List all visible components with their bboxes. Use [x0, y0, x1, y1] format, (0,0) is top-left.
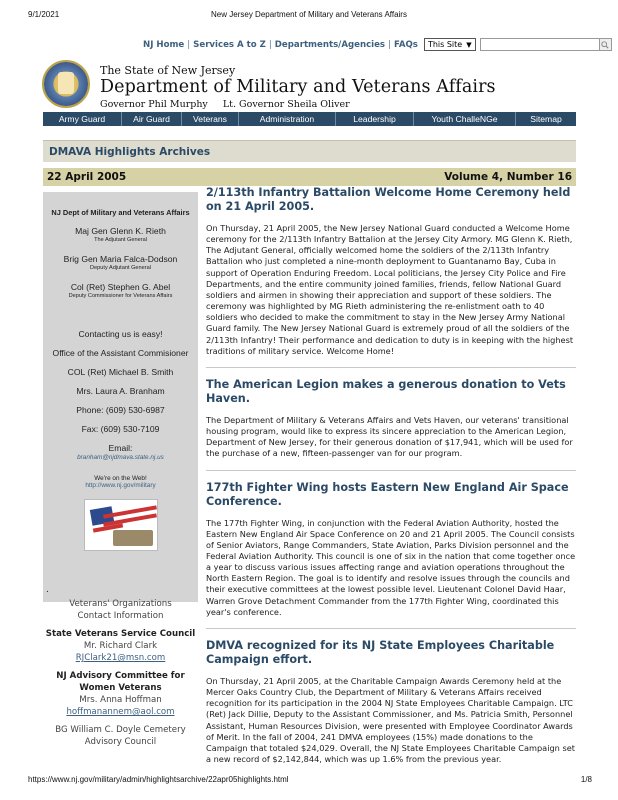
nj-state-seal-logo[interactable] — [42, 60, 90, 108]
issue-bar — [43, 168, 576, 186]
nav-separator: | — [388, 39, 391, 50]
print-page-number: 1/8 — [580, 775, 592, 784]
article — [206, 186, 576, 368]
orgs-heading-1: Veterans' Organizations — [69, 599, 172, 609]
orgs-heading-2: Contact Information — [77, 611, 164, 622]
issue-volume: Volume 4, Number 16 — [444, 171, 572, 183]
official-role: Deputy Commissioner for Veterans Affairs — [68, 292, 173, 299]
top-utility-nav — [143, 38, 612, 51]
page-title: DMAVA Highlights Archives — [43, 140, 576, 162]
nav-sitemap[interactable]: Sitemap — [530, 114, 562, 124]
nav-veterans[interactable]: Veterans — [182, 112, 239, 126]
articles — [206, 186, 576, 775]
search-scope-value: This Site — [427, 40, 463, 49]
official-name: Maj Gen Glenn K. Rieth — [75, 225, 166, 236]
phone-number: Phone: (609) 530-6987 — [76, 404, 165, 415]
article-body: On Thursday, 21 April 2005, at the Charitable Campaign Awards Ceremony held at the Mercer Oaks Country Club, the Department of Military & Veterans Affairs received recognition for its participation in the 2004 NJ State Employees Charitable Campaign. LTC (Ret) Jack Dillie, Deputy to the Assistant Commissioner, and Ms. Patricia Smith, Personnel Assistant, Human Resources Division, were presented with Employee Coordinator Awards of Merit. In the fall of 2004, 241 DMVA employees (15%) made donations to the Campaign that totaled $24,029. Overall, the NJ State Employees Charitable Campaign set a new record of $2,142,844, which was up 1.6% from the previous year. — [206, 675, 575, 764]
svsc-email-link[interactable]: RJClark21@msn.com — [75, 653, 166, 664]
flag-memorial-image — [84, 499, 158, 551]
contact-col: COL (Ret) Michael B. Smith — [67, 366, 174, 377]
article-title: 2/113th Infantry Battalion Welcome Home Ceremony held on 21 April 2005. — [206, 186, 571, 213]
article-title: 177th Fighter Wing hosts Eastern New England Air Space Conference. — [206, 480, 569, 508]
official-name: Col (Ret) Stephen G. Abel — [70, 281, 171, 292]
cemetery-council-line-1: BG William C. Doyle Cemetery — [55, 725, 186, 736]
article-body: The 177th Fighter Wing, in conjunction with the Federal Aviation Authority, hosted the Eastern New England Air Space Conference on 20 and 21 April 2005. The Council consists of Senior Aviators, Range Commanders, State Aviation, Parks Division personnel and the Federal Aviation Authority. This council is one of six in the nation that come together once a year to discuss various issues affecting range and aviation operations throughout the North Eastern Region. The goal is to identify and resolve issues through the councils and their executive committees at the lowest possible level. Lieutenant Colonel David Haar, Warren Grove Detachment Commander from the 177th Fighter Wing, coordinated this year's conference. — [206, 517, 576, 617]
fax-number: Fax: (609) 530-7109 — [81, 423, 160, 434]
site-branding — [100, 64, 496, 110]
search-scope-select[interactable] — [424, 38, 476, 51]
email-label: Email: — [108, 442, 133, 453]
article-title: The American Legion makes a generous donation to Vets Haven. — [206, 377, 566, 405]
women-veterans-heading: NJ Advisory Committee for Women Veterans — [56, 671, 185, 694]
article-title: DMVA recognized for its NJ State Employees Charitable Campaign effort. — [206, 638, 555, 666]
nav-youth-challenge[interactable]: Youth ChalleNGe — [414, 112, 516, 126]
print-url: https://www.nj.gov/military/admin/highlightsarchive/22apr05highlights.html — [28, 775, 289, 784]
svsc-contact-name: Mr. Richard Clark — [83, 641, 158, 652]
department-name: Department of Military and Veterans Affairs — [100, 77, 496, 97]
nav-army-guard[interactable]: Army Guard — [43, 112, 122, 126]
cemetery-council-line-2: Advisory Council — [84, 737, 157, 748]
sidebar-contacts — [43, 192, 198, 602]
email-link[interactable]: branham@njdmava.state.nj.us — [77, 453, 164, 461]
web-url-link[interactable]: http://www.nj.gov/military — [85, 481, 156, 489]
article — [206, 639, 576, 775]
print-date: 9/1/2021 — [28, 10, 60, 19]
official-role: Deputy Adjutant General — [90, 264, 151, 271]
faqs-link[interactable]: FAQs — [393, 39, 418, 50]
women-veterans-contact-name: Mrs. Anna Hoffman — [79, 695, 162, 706]
contact-intro: Contacting us is easy! — [78, 328, 163, 339]
sidebar-org-name: NJ Dept of Military and Veterans Affairs — [51, 208, 190, 217]
print-title: New Jersey Department of Military and Veterans Affairs — [211, 10, 407, 19]
contact-mrs: Mrs. Laura A. Branham — [76, 385, 165, 396]
nav-leadership[interactable]: Leadership — [336, 112, 414, 126]
office-name: Office of the Assistant Commisioner — [52, 347, 189, 358]
article-body: The Department of Military & Veterans Affairs and Vets Haven, our veterans' transitional housing program, would like to express its sincere appreciation to the American Legion, Department of New Jersey, for their generous donation of $17,941, which will be used for the purchase of a new, fifteen-passenger van for our program. — [206, 414, 573, 459]
nav-separator: | — [268, 39, 272, 50]
article — [206, 378, 576, 471]
search-button[interactable] — [600, 38, 612, 51]
search-icon — [601, 41, 609, 49]
official-role: The Adjutant General — [94, 236, 147, 243]
search-input[interactable] — [480, 38, 600, 51]
state-name: The State of New Jersey — [100, 64, 236, 77]
stray-dot: . — [46, 585, 49, 595]
official-name: Brig Gen Maria Falca-Dodson — [63, 253, 178, 264]
article-body: On Thursday, 21 April 2005, the New Jersey National Guard conducted a Welcome Home ceremony for the 2/113th Infantry Battalion at the Jersey City Armory. MG Glenn K. Rieth, The Adjutant General, officially welcomed home the soldiers of the 2/113th Infantry Battalion who just completed a nine-month deployment to Guantanamo Bay, Cuba in support of Operation Enduring Freedom. Local politicians, the Jersey City Police and Fire Departments, and the entire community joined families, friends, fellow National Guard soldiers and airmen in showing their appreciation and support of these soldiers. The ceremony was highlighted by MG Rieth administering the re-enlistment oath to 40 soldiers who decided to make the commitment to stay in the New Jersey Army National Guard family. The New Jersey National Guard is extremely proud of all the soldiers of the 2/113th Infantry! Their performance and dedication to duty is in keeping with the highest traditions of military service. Welcome Home! — [206, 223, 574, 356]
departments-agencies-link[interactable]: Departments/Agencies — [274, 39, 386, 50]
women-veterans-email-link[interactable]: hoffmanannem@aol.com — [66, 707, 175, 718]
nj-home-link[interactable]: NJ Home — [143, 39, 185, 50]
nav-administration[interactable]: Administration — [239, 112, 336, 126]
governor-line — [100, 99, 496, 110]
lt-governor-name: Lt. Governor Sheila Oliver — [222, 99, 350, 110]
issue-date: 22 April 2005 — [47, 171, 127, 183]
chevron-down-icon: ▼ — [466, 40, 472, 49]
governor-name: Governor Phil Murphy — [100, 99, 208, 110]
main-nav — [43, 112, 576, 126]
nav-air-guard[interactable]: Air Guard — [122, 112, 182, 126]
svsc-heading: State Veterans Service Council — [45, 629, 196, 640]
web-label: We're on the Web! — [94, 474, 147, 482]
services-a-to-z-link[interactable]: Services A to Z — [193, 39, 266, 50]
nav-separator: | — [187, 39, 191, 50]
article — [206, 481, 576, 629]
veterans-organizations — [43, 598, 198, 748]
